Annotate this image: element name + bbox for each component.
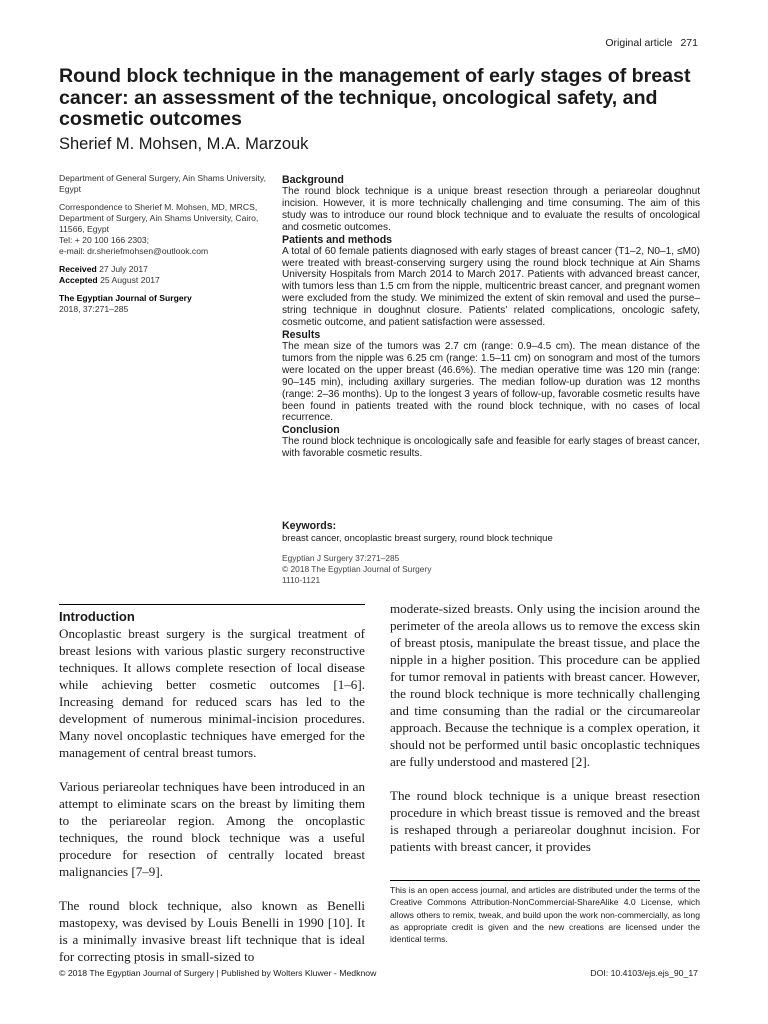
background-text: The round block technique is a unique breast resection through a periareolar doughnut incision. However, it is more technically challenging and time consuming. The aim of this study was to introduce our round block technique and to evaluate the results of oncological and cosmetic outcomes.: [282, 186, 700, 233]
keywords-heading: Keywords:: [282, 520, 337, 532]
copyright-line: © 2018 The Egyptian Journal of Surgery: [282, 564, 432, 574]
journal-name: The Egyptian Journal of Surgery: [59, 293, 192, 303]
journal-reference: 2018, 37:271–285: [59, 304, 129, 314]
correspondence-address: Correspondence to Sherief M. Mohsen, MD, MRCS, Department of Surgery, Ain Shams University, Cairo, 11566, Egypt: [59, 202, 259, 234]
body-paragraph: Oncoplastic breast surgery is the surgical treatment of breast lesions with various plastic surgery reconstructive techniques. It allows complete resection of local disease while achieving better cosmetic outcomes [1–6]. Increasing demand for reduced scars has led to the development of numerous minimal-incision procedures. Many novel oncoplastic techniques have emerged for the management of central breast tumors.: [59, 626, 365, 760]
license-note: This is an open access journal, and articles are distributed under the terms of the Creative Commons Attribution-NonCommercial-ShareAlike 4.0 License, which allows others to remix, tweak, and build upon the work non-commercially, as long as appropriate credit is given and the new creations are licensed under the identical terms.: [390, 885, 700, 945]
body-paragraph: The round block technique, also known as Benelli mastopexy, was devised by Louis Benelli in 1990 [10]. It is a minimally invasive breast lift technique that is ideal for correcting ptosis in small-sized to: [59, 898, 365, 964]
article-sidebar: [59, 173, 269, 322]
body-paragraph: moderate-sized breasts. Only using the incision around the perimeter of the areola allows us to remove the excess skin of breast ptosis, manipulate the breast tissue, and place the nipple in a higher position. This procedure can be applied for tumor removal in patients with breast cancer. However, the round block technique is more technically challenging and time consuming than the radial or the circumareolar approach. Because the technique is a complex operation, it should not be performed until basic oncoplastic techniques are fully understood and mastered [2].: [390, 601, 700, 769]
received-label: Received: [59, 264, 97, 274]
section-label: Original article: [605, 37, 673, 49]
abstract: [282, 174, 700, 460]
introduction-heading: Introduction: [59, 609, 135, 624]
email-link[interactable]: e-mail: dr.sheriefmohsen@outlook.com: [59, 246, 209, 256]
footer-doi[interactable]: DOI: 10.4103/ejs.ejs_90_17: [590, 968, 698, 978]
background-heading: Background: [282, 174, 344, 186]
telephone: Tel: + 20 100 166 2303;: [59, 235, 150, 245]
methods-heading: Patients and methods: [282, 233, 393, 246]
methods-text: A total of 60 female patients diagnosed with early stages of breast cancer (T1–2, N0–1, ≤M0) were treated with breast-conserving surgery using the round block technique at Ain Shams University Hospitals from March 2014 to March 2017. Patients with advanced breast cancer, with tumors less than 1.5 cm from the nipple, multicentric breast cancer, and pregnant women were excluded from the study. We minimized the extent of skin removal and used the purse–string technique in doughnut closure. Patients’ related complications, oncologic safety, cosmetic outcome, and patient satisfaction were assessed.: [282, 245, 700, 329]
body-column-left: [59, 608, 365, 982]
accepted-date: 25 August 2017: [100, 275, 160, 285]
citation-block: [282, 553, 431, 586]
page-number: 271: [680, 37, 698, 49]
conclusion-heading: Conclusion: [282, 424, 340, 437]
conclusion-text: The round block technique is oncologically safe and feasible for early stages of breast cancer, with favorable cosmetic results.: [282, 436, 701, 460]
section-divider: [59, 604, 365, 605]
journal-info: [59, 293, 269, 315]
correspondence: [59, 202, 269, 257]
affiliation: Department of General Surgery, Ain Shams University, Egypt: [59, 173, 266, 194]
citation-line: Egyptian J Surgery 37:271–285: [282, 553, 400, 563]
keywords: breast cancer, oncoplastic breast surgery, round block technique: [282, 533, 553, 544]
dates: [59, 264, 269, 286]
footer-copyright: © 2018 The Egyptian Journal of Surgery | Published by Wolters Kluwer - Medknow: [59, 968, 377, 978]
running-header: [605, 37, 698, 49]
authors: Sherief M. Mohsen, M.A. Marzouk: [59, 135, 309, 153]
results-text: The mean size of the tumors was 2.7 cm (range: 0.9–4.5 cm). The mean distance of the tumors from the nipple was 6.25 cm (range: 1.5–11 cm) on sonogram and most of the tumors were located on the upper breast (46.6%). The median operative time was 120 min (range: 90–145 min), including axillary surgeries. The median follow-up duration was 12 months (range: 2–36 months). Up to the longest 3 years of follow-up, favorable cosmetic results have been found in patients treated with the round block technique, with no cases of local recurrence.: [282, 340, 700, 424]
article-title: Round block technique in the management of early stages of breast cancer: an assessment of the technique, oncological safety, and cosmetic outcomes: [59, 65, 691, 130]
body-column-right: [390, 600, 700, 872]
body-paragraph: Various periareolar techniques have been introduced in an attempt to eliminate scars on the breast by limiting them to the periareolar region. Among the oncoplastic techniques, the round block technique was a useful procedure for resection of centrally located breast malignancies [7–9].: [59, 779, 365, 879]
footnote-divider: [390, 880, 700, 881]
issn-line: 1110-1121: [282, 575, 321, 585]
accepted-label: Accepted: [59, 275, 98, 285]
body-paragraph: The round block technique is a unique breast resection procedure in which breast tissue is removed and the breast is reshaped through a periareolar doughnut incision. For patients with breast cancer, it provides: [390, 788, 700, 854]
received-date: 27 July 2017: [99, 264, 148, 274]
results-heading: Results: [282, 328, 321, 341]
